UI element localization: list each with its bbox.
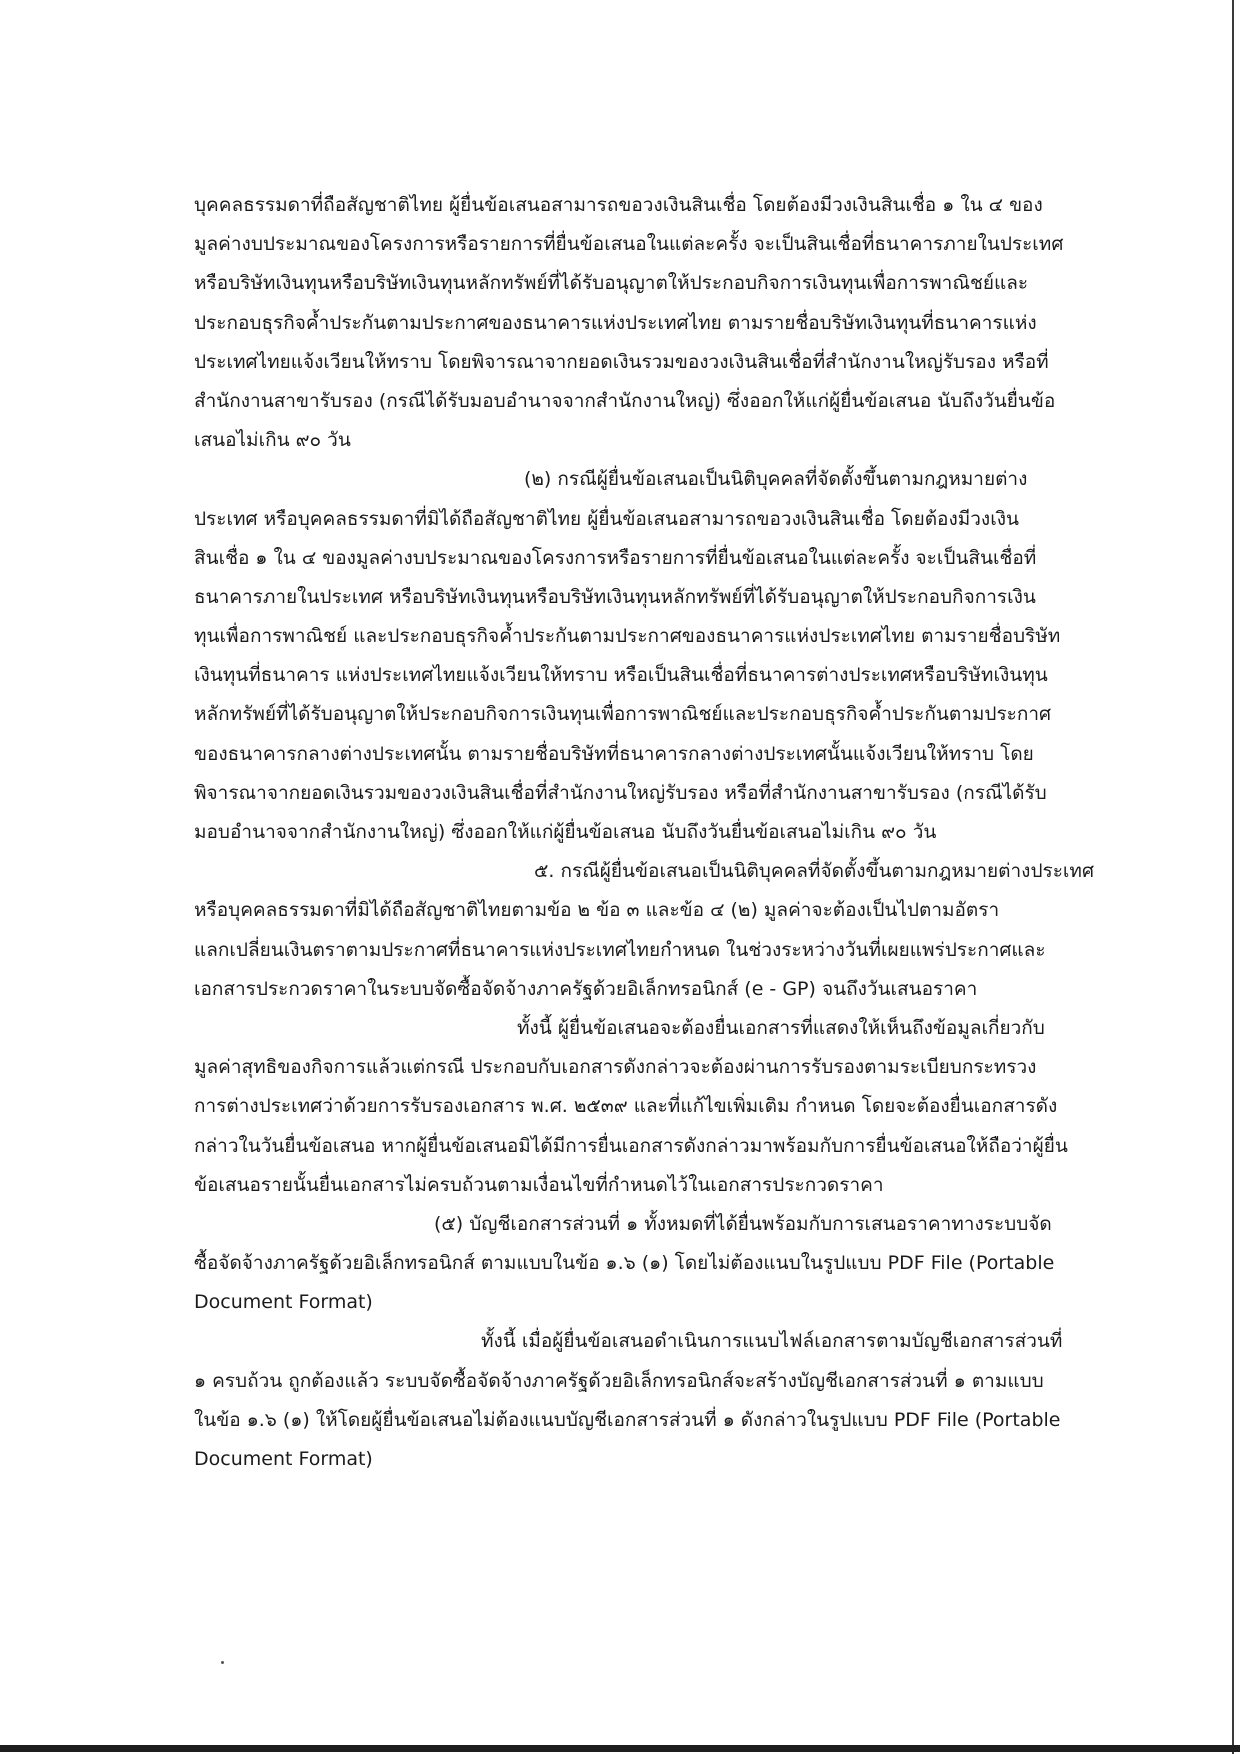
text-line: ในข้อ ๑.๖ (๑) ให้โดยผู้ยื่นข้อเสนอไม่ต้องแนบบัญชีเอกสารส่วนที่ ๑ ดังกล่าวในรูปแบบ PDF File (Portable [194, 1408, 1061, 1431]
text-line: พิจารณาจากยอดเงินรวมของวงเงินสินเชื่อที่สำนักงานใหญ่รับรอง หรือที่สำนักงานสาขารับรอง (กรณีได้รับ [194, 781, 1047, 804]
document-body [194, 186, 1094, 1479]
text-line: ประกอบธุรกิจค้ำประกันตามประกาศของธนาคารแห่งประเทศไทย ตามรายชื่อบริษัทเงินทุนที่ธนาคารแห่ง [194, 311, 1037, 334]
text-line: ประเทศไทยแจ้งเวียนให้ทราบ โดยพิจารณาจากยอดเงินรวมของวงเงินสินเชื่อที่สำนักงานใหญ่รับรอง หรือที่ [194, 350, 1049, 373]
text-line: เงินทุนที่ธนาคาร แห่งประเทศไทยแจ้งเวียนให้ทราบ หรือเป็นสินเชื่อที่ธนาคารต่างประเทศหรือบริษัทเงินทุน [194, 664, 1048, 687]
text-line: กล่าวในวันยื่นข้อเสนอ หากผู้ยื่นข้อเสนอมิได้มีการยื่นเอกสารดังกล่าวมาพร้อมกับการยื่นข้อเสนอให้ถือว่าผู้ยื่น [194, 1134, 1068, 1157]
text-line: การต่างประเทศว่าด้วยการรับรองเอกสาร พ.ศ. ๒๕๓๙ และที่แก้ไขเพิ่มเติม กำหนด โดยจะต้องยื่นเอกสารดัง [194, 1095, 1058, 1118]
text-line: มูลค่างบประมาณของโครงการหรือรายการที่ยื่นข้อเสนอในแต่ละครั้ง จะเป็นสินเชื่อที่ธนาคารภายในประเทศ [194, 233, 1064, 256]
text-line: หรือบุคคลธรรมดาที่มิได้ถือสัญชาติไทยตามข้อ ๒ ข้อ ๓ และข้อ ๔ (๒) มูลค่าจะต้องเป็นไปตามอัตรา [194, 899, 1000, 922]
text-line: ของธนาคารกลางต่างประเทศนั้น ตามรายชื่อบริษัทที่ธนาคารกลางต่างประเทศนั้นแจ้งเวียนให้ทราบ โดย [194, 742, 1034, 765]
text-line: ทุนเพื่อการพาณิชย์ และประกอบธุรกิจค้ำประกันตามประกาศของธนาคารแห่งประเทศไทย ตามรายชื่อบริษัท [194, 625, 1061, 648]
text-line: ทั้งนี้ ผู้ยื่นข้อเสนอจะต้องยื่นเอกสารที่แสดงให้เห็นถึงข้อมูลเกี่ยวกับ [517, 1016, 1045, 1039]
text-line: ทั้งนี้ เมื่อผู้ยื่นข้อเสนอดำเนินการแนบไฟล์เอกสารตามบัญชีเอกสารส่วนที่ [481, 1330, 1063, 1353]
text-line: มอบอำนาจจากสำนักงานใหญ่) ซึ่งออกให้แก่ผู้ยื่นข้อเสนอ นับถึงวันยื่นข้อเสนอไม่เกิน ๙๐ วัน [194, 821, 937, 843]
text-line: สินเชื่อ ๑ ใน ๔ ของมูลค่างบประมาณของโครงการหรือรายการที่ยื่นข้อเสนอในแต่ละครั้ง จะเป็นสินเชื่อที่ [194, 546, 1037, 569]
text-line: (๒) กรณีผู้ยื่นข้อเสนอเป็นนิติบุคคลที่จัดตั้งขึ้นตามกฎหมายต่าง [524, 468, 1028, 491]
page-edge-bottom [0, 1745, 1240, 1752]
text-line: ธนาคารภายในประเทศ หรือบริษัทเงินทุนหรือบริษัทเงินทุนหลักทรัพย์ที่ได้รับอนุญาตให้ประกอบกิจการเงิน [194, 585, 1036, 608]
text-line: เอกสารประกวดราคาในระบบจัดซื้อจัดจ้างภาครัฐด้วยอิเล็กทรอนิกส์ (e - GP) จนถึงวันเสนอราคา [194, 977, 978, 1000]
text-line: Document Format) [194, 1291, 373, 1314]
scan-speck [221, 1661, 224, 1664]
text-line: หลักทรัพย์ที่ได้รับอนุญาตให้ประกอบกิจการเงินทุนเพื่อการพาณิชย์และประกอบธุรกิจค้ำประกันตามประกาศ [194, 703, 1052, 726]
text-line: บุคคลธรรมดาที่ถือสัญชาติไทย ผู้ยื่นข้อเสนอสามารถขอวงเงินสินเชื่อ โดยต้องมีวงเงินสินเชื่อ ๑ ใน ๔ ของ [194, 194, 1043, 216]
text-line: ซื้อจัดจ้างภาครัฐด้วยอิเล็กทรอนิกส์ ตามแบบในข้อ ๑.๖ (๑) โดยไม่ต้องแนบในรูปแบบ PDF File (Portable [194, 1252, 1055, 1275]
text-line: ข้อเสนอรายนั้นยื่นเอกสารไม่ครบถ้วนตามเงื่อนไขที่กำหนดไว้ในเอกสารประกวดราคา [194, 1173, 884, 1196]
text-line: ประเทศ หรือบุคคลธรรมดาที่มิได้ถือสัญชาติไทย ผู้ยื่นข้อเสนอสามารถขอวงเงินสินเชื่อ โดยต้องมีวงเงิน [194, 507, 1019, 530]
text-line: มูลค่าสุทธิของกิจการแล้วแต่กรณี ประกอบกับเอกสารดังกล่าวจะต้องผ่านการรับรองตามระเบียบกระทรวง [194, 1056, 1037, 1079]
text-line: เสนอไม่เกิน ๙๐ วัน [194, 429, 351, 452]
page-edge-right [1232, 0, 1234, 1754]
text-line: ๑ ครบถ้วน ถูกต้องแล้ว ระบบจัดซื้อจัดจ้างภาครัฐด้วยอิเล็กทรอนิกส์จะสร้างบัญชีเอกสารส่วนที่ ๑ ตามแบบ [194, 1369, 1044, 1392]
text-line: ๕. กรณีผู้ยื่นข้อเสนอเป็นนิติบุคคลที่จัดตั้งขึ้นตามกฎหมายต่างประเทศ [534, 860, 1094, 883]
text-line: แลกเปลี่ยนเงินตราตามประกาศที่ธนาคารแห่งประเทศไทยกำหนด ในช่วงระหว่างวันที่เผยแพร่ประกาศและ [194, 938, 1046, 961]
text-line: Document Format) [194, 1448, 373, 1470]
text-line: (๕) บัญชีเอกสารส่วนที่ ๑ ทั้งหมดที่ได้ยื่นพร้อมกับการเสนอราคาทางระบบจัด [434, 1212, 1052, 1235]
text-line: หรือบริษัทเงินทุนหรือบริษัทเงินทุนหลักทรัพย์ที่ได้รับอนุญาตให้ประกอบกิจการเงินทุนเพื่อการพาณิชย์และ [194, 272, 1029, 295]
text-line: สำนักงานสาขารับรอง (กรณีได้รับมอบอำนาจจากสำนักงานใหญ่) ซึ่งออกให้แก่ผู้ยื่นข้อเสนอ นับถึงวันยื่นข้อ [194, 389, 1056, 412]
